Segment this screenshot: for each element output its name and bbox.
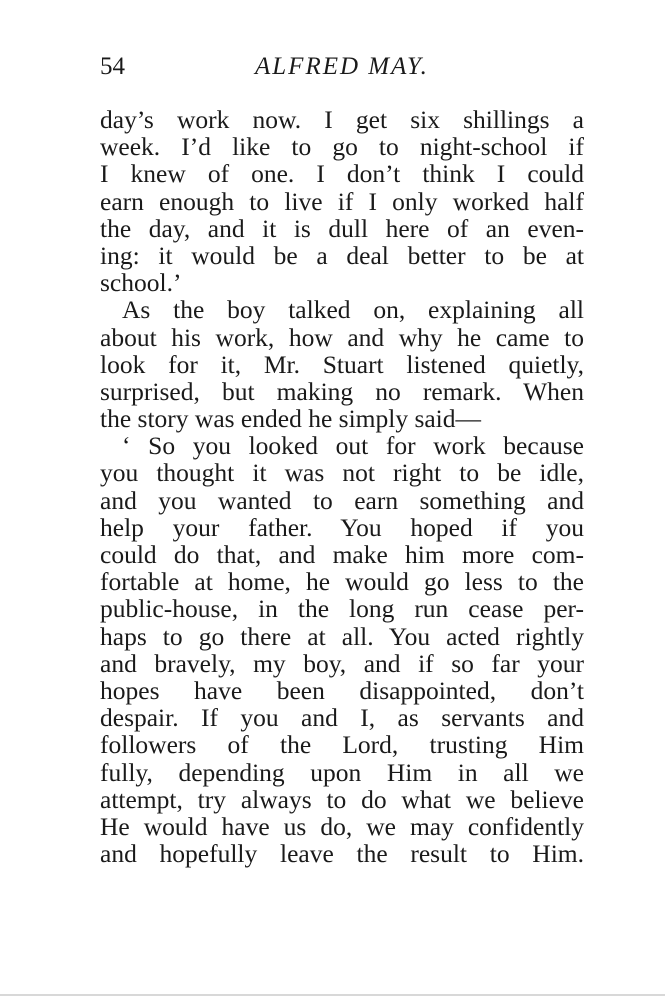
- text-line: earn enough to live if I only worked half: [100, 186, 584, 216]
- text-line: and you wanted to earn something and: [100, 485, 584, 515]
- text-line: you thought it was not right to be idle,: [100, 458, 584, 488]
- text-line: fully, depending upon Him in all we: [100, 757, 584, 787]
- text-line: He would have us do, we may confidently: [100, 811, 584, 841]
- text-line: haps to go there at all. You acted rightly: [100, 621, 584, 651]
- page-edge: [0, 994, 665, 996]
- text-line: hopes have been disappointed, don’t: [100, 675, 584, 705]
- text-line: As the boy talked on, explaining all: [122, 295, 584, 325]
- text-line: surprised, but making no remark. When: [100, 376, 584, 406]
- text-line: ing: it would be a deal better to be at: [100, 240, 584, 270]
- text-line: followers of the Lord, trusting Him: [100, 730, 584, 760]
- text-line: week. I’d like to go to night-school if: [100, 132, 584, 162]
- text-line: the story was ended he simply said—: [100, 404, 482, 434]
- text-line: and hopefully leave the result to Him.: [100, 839, 584, 869]
- text-line: attempt, try always to do what we believe: [100, 784, 584, 814]
- text-line: the day, and it is dull here of an even-: [100, 213, 584, 243]
- body-text: [100, 106, 584, 867]
- page-number: 54: [100, 53, 125, 80]
- text-line: fortable at home, he would go less to the: [100, 567, 584, 597]
- text-line: public-house, in the long run cease per-: [100, 594, 584, 624]
- page-header: [100, 50, 584, 84]
- text-line: ‘ So you looked out for work because: [122, 431, 584, 461]
- running-title: ALFRED MAY.: [255, 53, 429, 80]
- text-line: help your father. You hoped if you: [100, 512, 584, 542]
- text-line: and bravely, my boy, and if so far your: [100, 648, 584, 678]
- text-line: day’s work now. I get six shillings a: [100, 105, 584, 134]
- text-line: I knew of one. I don’t think I could: [100, 159, 584, 189]
- text-line: about his work, how and why he came to: [100, 322, 584, 352]
- text-line: look for it, Mr. Stuart listened quietly,: [100, 349, 584, 379]
- text-line: could do that, and make him more com-: [100, 540, 584, 569]
- text-line: despair. If you and I, as servants and: [100, 703, 584, 733]
- text-line: school.’: [100, 268, 182, 298]
